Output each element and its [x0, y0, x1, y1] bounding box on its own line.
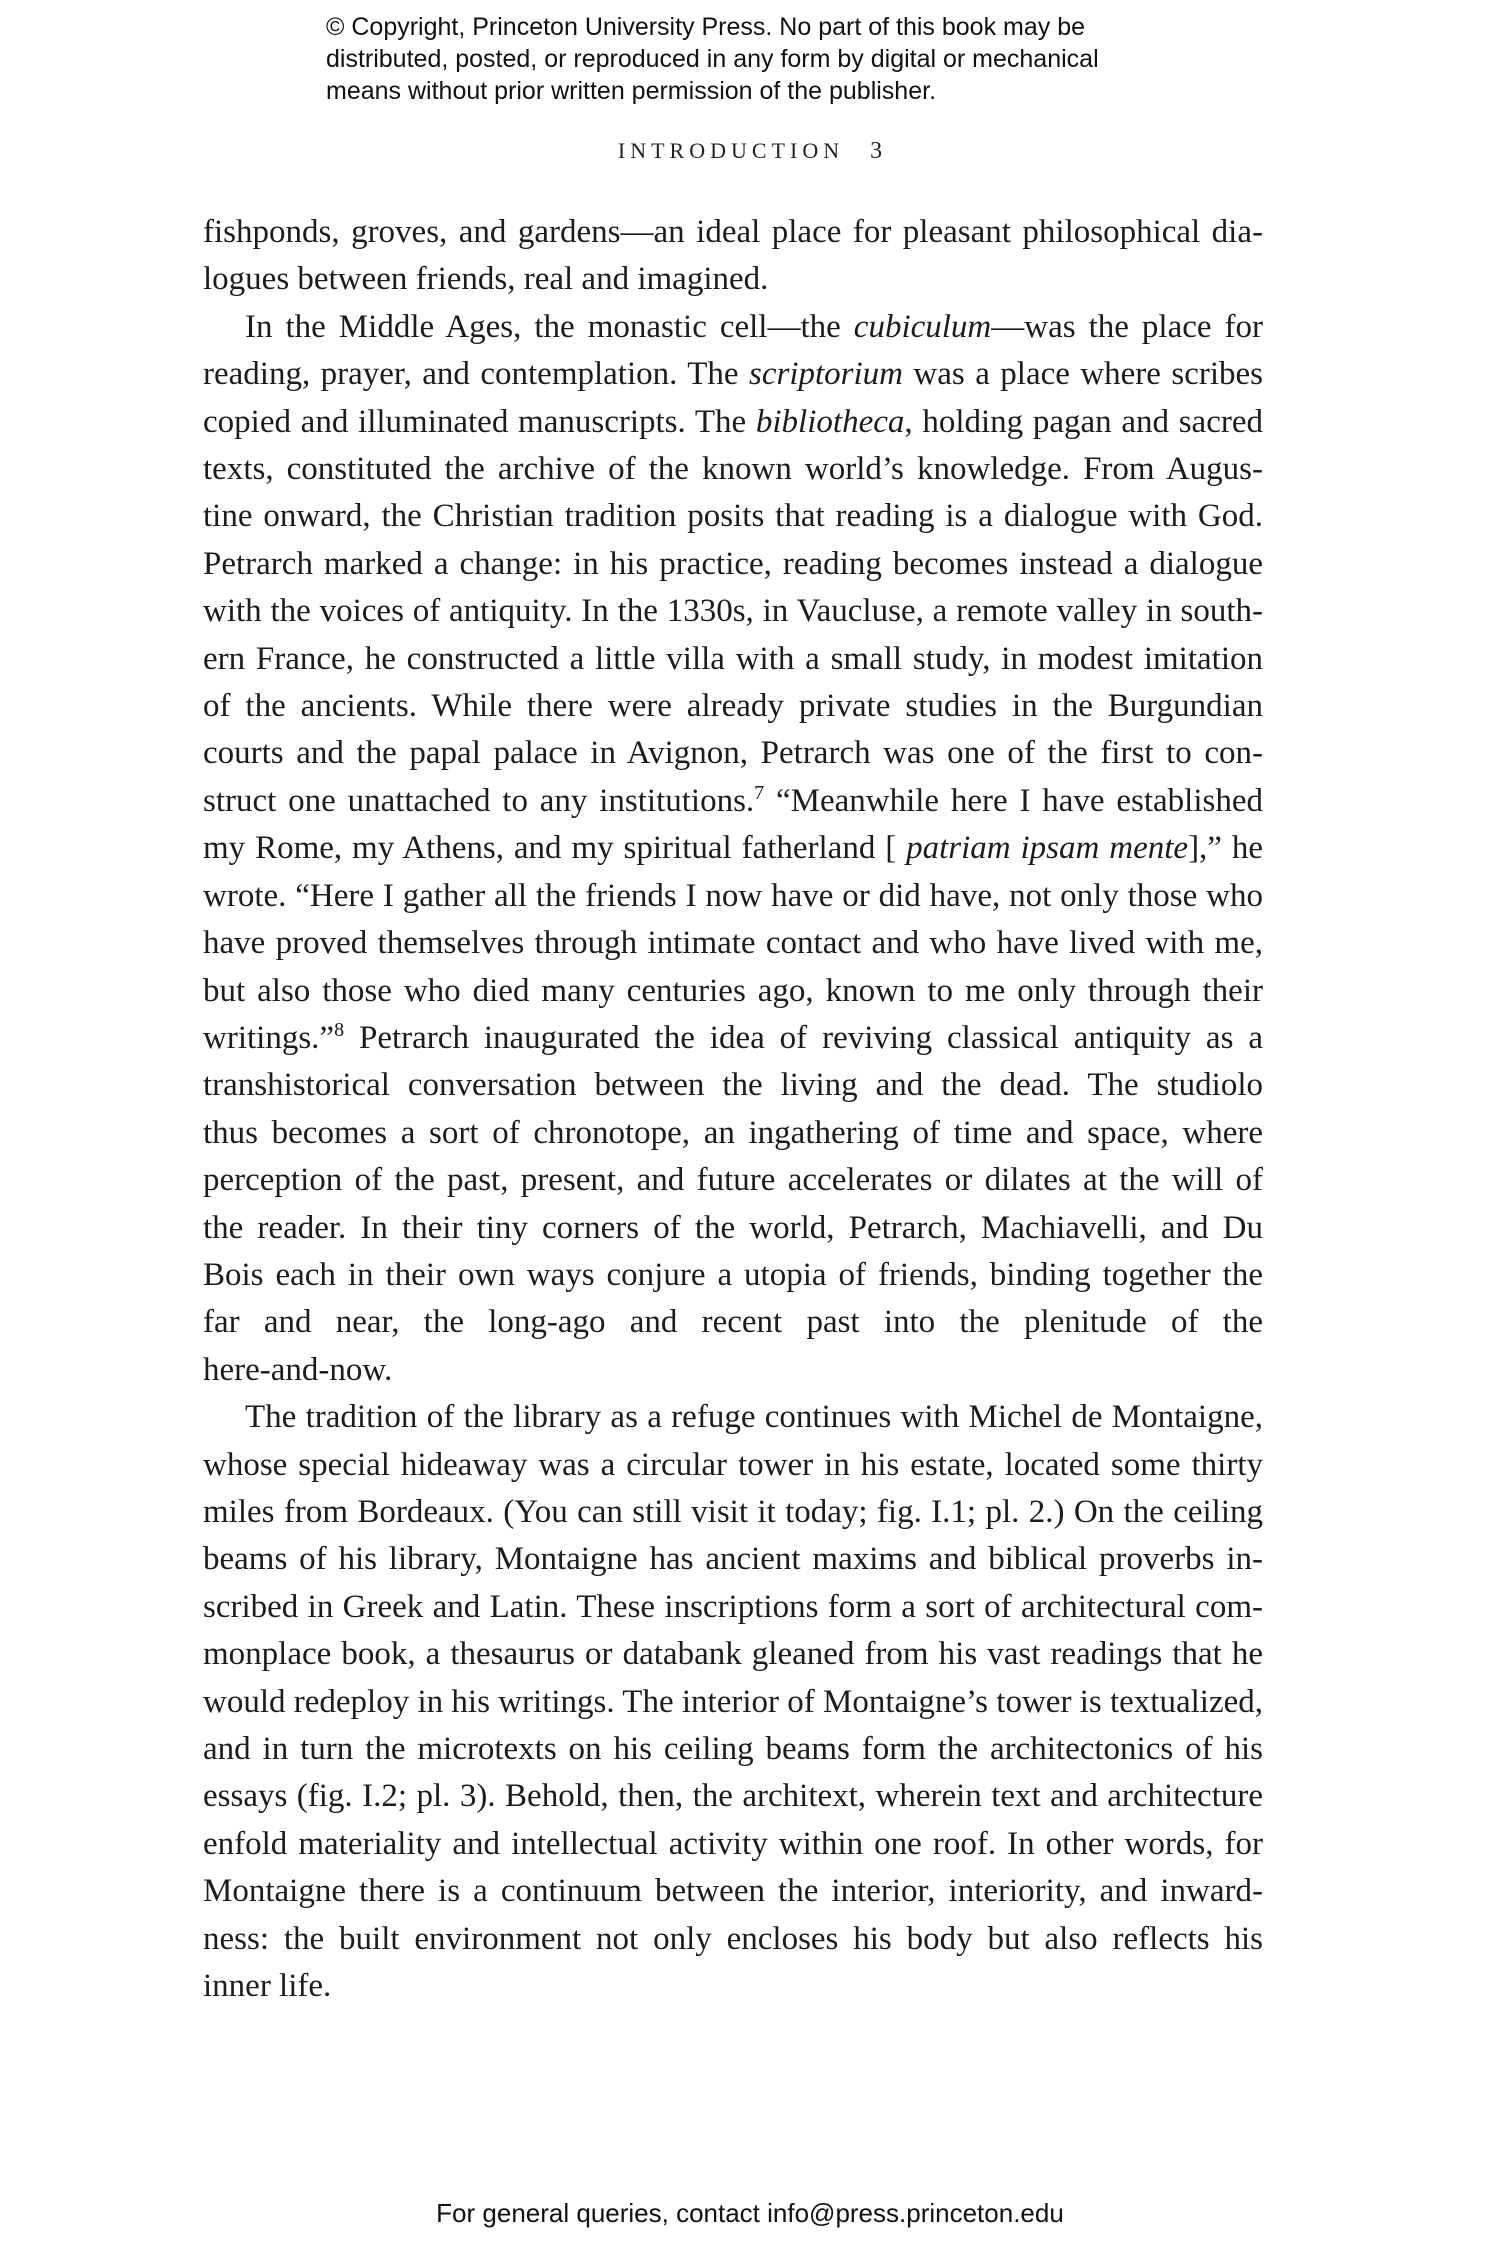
text-line: and in turn the microtexts on his ceiling beams form the architectonics of his	[203, 1731, 1263, 1767]
text-line: miles from Bordeaux. (You can still visit it today; fig. I.1; pl. 2.) On the ceiling	[203, 1493, 1263, 1530]
text-run: reading, prayer, and contemplation. The	[203, 356, 749, 393]
italic-term: bibliotheca	[755, 403, 905, 440]
text-line: scribed in Greek and Latin. These inscriptions form a sort of architectural com-	[203, 1588, 1263, 1625]
text-line: ness: the built environment not only encloses his body but also reflects his	[203, 1920, 1263, 1957]
text-line: with the voices of antiquity. In the 1330s, in Vaucluse, a remote valley in south-	[203, 593, 1263, 630]
footer-contact: For general queries, contact info@press.princeton.edu	[436, 2198, 1064, 2228]
footnote-ref[interactable]: 8	[334, 1018, 345, 1041]
text-line: transhistorical conversation between the living and the dead. The studiolo	[203, 1067, 1263, 1104]
text-run: copied and illuminated manuscripts. The	[203, 403, 756, 440]
body-text	[203, 209, 1263, 2010]
text-line: fishponds, groves, and gardens—an ideal place for pleasant philosophical dia-	[203, 214, 1263, 250]
text-line	[203, 1015, 1263, 1062]
copyright-notice	[326, 11, 1226, 107]
text-line: would redeploy in his writings. The interior of Montaigne’s tower is textualized,	[203, 1683, 1263, 1720]
text-line: whose special hideaway was a circular tower in his estate, located some thirty	[203, 1446, 1263, 1483]
text-line	[203, 825, 1263, 872]
text-line: inner life.	[203, 1968, 332, 2005]
running-head	[0, 138, 1500, 165]
text-line: wrote. “Here I gather all the friends I now have or did have, not only those who	[203, 877, 1263, 914]
text-line: but also those who died many centuries ago, known to me only through their	[203, 972, 1263, 1009]
text-line: Petrarch marked a change: in his practice, reading becomes instead a dialogue	[203, 545, 1263, 582]
text-run: —was the place for	[991, 308, 1263, 345]
text-line: enfold materiality and intellectual activity within one roof. In other words, for	[203, 1825, 1263, 1862]
text-line: ern France, he constructed a little villa with a small study, in modest imitation	[203, 640, 1263, 677]
copyright-line: means without prior written permission of the publisher.	[326, 77, 937, 105]
text-line: beams of his library, Montaigne has ancient maxims and biblical proverbs in-	[203, 1541, 1263, 1578]
text-run: “Meanwhile here I have established	[764, 782, 1263, 819]
text-line: logues between friends, real and imagined.	[203, 261, 769, 298]
footnote-ref[interactable]: 7	[754, 781, 765, 804]
italic-term: cubiculum	[853, 308, 992, 345]
page-number: 3	[870, 138, 883, 164]
text-run: , holding pagan and sacred	[904, 403, 1263, 440]
text-run: writings.”	[203, 1019, 335, 1056]
text-line	[203, 304, 1263, 351]
text-line: the reader. In their tiny corners of the world, Petrarch, Machiavelli, and Du	[203, 1209, 1263, 1246]
text-line: The tradition of the library as a refuge continues with Michel de Montaigne,	[245, 1399, 1263, 1436]
copyright-line: distributed, posted, or reproduced in any form by digital or mechanical	[326, 45, 1099, 73]
text-line	[203, 778, 1263, 825]
text-line: Montaigne there is a continuum between the interior, interiority, and inward-	[203, 1873, 1263, 1910]
copyright-line: © Copyright, Princeton University Press. No part of this book may be	[326, 13, 1086, 41]
running-head-title: INTRODUCTION	[617, 138, 845, 163]
text-line: thus becomes a sort of chronotope, an ingathering of time and space, where	[203, 1114, 1263, 1151]
text-run: ],” he	[1188, 830, 1263, 867]
text-run: In the Middle Ages, the monastic cell—the	[245, 308, 854, 345]
text-line: have proved themselves through intimate contact and who have lived with me,	[203, 925, 1263, 962]
italic-term: patriam ipsam mente	[906, 830, 1189, 867]
text-line: monplace book, a thesaurus or databank gleaned from his vast readings that he	[203, 1636, 1263, 1673]
text-line: far and near, the long-ago and recent past into the plenitude of the	[203, 1304, 1263, 1341]
text-line	[203, 399, 1263, 446]
text-line: tine onward, the Christian tradition posits that reading is a dialogue with God.	[203, 498, 1263, 535]
text-line: of the ancients. While there were already private studies in the Burgundian	[203, 688, 1263, 725]
text-line: courts and the papal palace in Avignon, Petrarch was one of the first to con-	[203, 735, 1263, 772]
text-line	[203, 351, 1263, 398]
text-line: Bois each in their own ways conjure a utopia of friends, binding together the	[203, 1256, 1263, 1293]
text-line: perception of the past, present, and future accelerates or dilates at the will of	[203, 1162, 1263, 1199]
text-run: my Rome, my Athens, and my spiritual fatherland [	[203, 830, 907, 867]
text-line: essays (fig. I.2; pl. 3). Behold, then, the architext, wherein text and architecture	[203, 1778, 1263, 1815]
text-run: struct one unattached to any institutions.	[203, 782, 755, 819]
text-run: Petrarch inaugurated the idea of reviving classical antiquity as a	[344, 1019, 1263, 1056]
text-run: was a place where scribes	[903, 356, 1264, 393]
text-line: here-and-now.	[203, 1351, 393, 1388]
italic-term: scriptorium	[748, 356, 903, 393]
text-line: texts, constituted the archive of the known world’s knowledge. From Augus-	[203, 451, 1263, 488]
